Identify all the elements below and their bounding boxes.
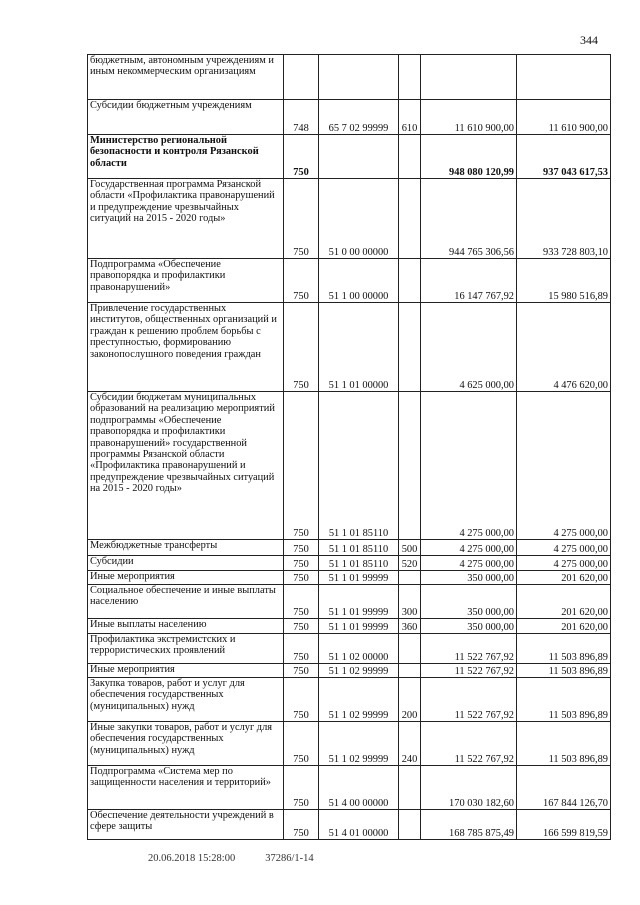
cell-kvr: 360 [399, 619, 421, 634]
cell-s2: 933 728 803,10 [517, 179, 611, 259]
cell-kcs [319, 135, 399, 179]
cell-kvr [399, 571, 421, 585]
cell-ved: 750 [284, 179, 319, 259]
cell-kcs: 51 0 00 00000 [319, 179, 399, 259]
cell-ved: 750 [284, 135, 319, 179]
table-row [88, 571, 611, 585]
cell-name: Иные мероприятия [88, 664, 284, 678]
cell-s2: 4 476 620,00 [517, 303, 611, 392]
cell-kcs: 65 7 02 99999 [319, 100, 399, 135]
cell-ved: 750 [284, 810, 319, 840]
cell-ved: 750 [284, 664, 319, 678]
cell-kcs: 51 1 00 00000 [319, 259, 399, 303]
cell-s1: 4 625 000,00 [421, 303, 517, 392]
cell-s1: 170 030 182,60 [421, 766, 517, 810]
cell-name: Привлечение государственных институтов, общественных организаций и граждан к решению проблем борьбы с преступностью, формированию законопослушного поведения граждан [88, 303, 284, 392]
table-row [88, 135, 611, 179]
cell-s2: 4 275 000,00 [517, 556, 611, 571]
table-row [88, 303, 611, 392]
page-number: 344 [580, 33, 598, 47]
cell-kcs: 51 4 00 00000 [319, 766, 399, 810]
cell-kcs: 51 1 01 99999 [319, 585, 399, 619]
cell-kvr [399, 179, 421, 259]
cell-kvr [399, 392, 421, 540]
cell-name: Иные выплаты населению [88, 619, 284, 634]
table-row [88, 259, 611, 303]
cell-kcs: 51 1 02 99999 [319, 678, 399, 722]
cell-s1: 4 275 000,00 [421, 556, 517, 571]
footer-doc-id: 37286/1-14 [265, 853, 314, 864]
cell-ved: 750 [284, 722, 319, 766]
table-row [88, 55, 611, 100]
cell-name: Иные закупки товаров, работ и услуг для обеспечения государственных (муниципальных) нужд [88, 722, 284, 766]
cell-s2: 4 275 000,00 [517, 392, 611, 540]
cell-kvr: 610 [399, 100, 421, 135]
cell-name: Министерство региональной безопасности и контроля Рязанской области [88, 135, 284, 179]
cell-name: Государственная программа Рязанской области «Профилактика правонарушений и предупреждение чрезвычайных ситуаций на 2015 - 2020 годы» [88, 179, 284, 259]
cell-s2: 201 620,00 [517, 585, 611, 619]
cell-kvr [399, 664, 421, 678]
cell-name: Подпрограмма «Обеспечение правопорядка и профилактики правонарушений» [88, 259, 284, 303]
cell-kvr [399, 55, 421, 100]
cell-s2: 201 620,00 [517, 571, 611, 585]
cell-s2: 11 503 896,89 [517, 634, 611, 664]
cell-s1: 4 275 000,00 [421, 392, 517, 540]
cell-ved [284, 55, 319, 100]
cell-s1: 11 522 767,92 [421, 722, 517, 766]
cell-name: Иные мероприятия [88, 571, 284, 585]
cell-name: Субсидии бюджетам муниципальных образований на реализацию мероприятий подпрограммы «Обеспечение правопорядка и профилактики правонарушений» государственной программы Рязанской области «Профилактика правонарушений и предупреждение чрезвычайных ситуаций на 2015 - 2020 годы» [88, 392, 284, 540]
cell-s2: 11 503 896,89 [517, 722, 611, 766]
table-row [88, 585, 611, 619]
table-row [88, 810, 611, 840]
cell-kvr [399, 810, 421, 840]
cell-ved: 750 [284, 540, 319, 556]
cell-s2: 4 275 000,00 [517, 540, 611, 556]
table-row [88, 664, 611, 678]
cell-ved: 750 [284, 259, 319, 303]
cell-ved: 750 [284, 634, 319, 664]
cell-ved: 748 [284, 100, 319, 135]
cell-kvr [399, 766, 421, 810]
table-row [88, 619, 611, 634]
cell-ved: 750 [284, 619, 319, 634]
cell-name: Закупка товаров, работ и услуг для обеспечения государственных (муниципальных) нужд [88, 678, 284, 722]
table-row [88, 766, 611, 810]
cell-ved: 750 [284, 392, 319, 540]
cell-kvr: 200 [399, 678, 421, 722]
cell-kvr [399, 303, 421, 392]
table-row [88, 392, 611, 540]
cell-name: Социальное обеспечение и иные выплаты населению [88, 585, 284, 619]
cell-kvr: 520 [399, 556, 421, 571]
cell-s1: 11 610 900,00 [421, 100, 517, 135]
cell-s1: 16 147 767,92 [421, 259, 517, 303]
cell-s2: 11 610 900,00 [517, 100, 611, 135]
cell-s1: 350 000,00 [421, 619, 517, 634]
cell-kcs: 51 1 01 85110 [319, 540, 399, 556]
cell-kcs: 51 1 01 00000 [319, 303, 399, 392]
cell-kcs: 51 1 01 85110 [319, 392, 399, 540]
cell-ved: 750 [284, 766, 319, 810]
footer-datetime: 20.06.2018 15:28:00 [148, 853, 236, 864]
cell-name: Субсидии бюджетным учреждениям [88, 100, 284, 135]
cell-kcs: 51 1 02 99999 [319, 664, 399, 678]
table-row [88, 678, 611, 722]
cell-ved: 750 [284, 678, 319, 722]
cell-name: Субсидии [88, 556, 284, 571]
table-row [88, 634, 611, 664]
cell-kcs: 51 4 01 00000 [319, 810, 399, 840]
cell-s2: 937 043 617,53 [517, 135, 611, 179]
cell-s1: 11 522 767,92 [421, 634, 517, 664]
cell-s1: 4 275 000,00 [421, 540, 517, 556]
table-row [88, 540, 611, 556]
table-row [88, 100, 611, 135]
table-row [88, 722, 611, 766]
cell-s1: 350 000,00 [421, 585, 517, 619]
cell-name: Межбюджетные трансферты [88, 540, 284, 556]
budget-table [87, 54, 610, 840]
cell-s2: 167 844 126,70 [517, 766, 611, 810]
cell-kcs: 51 1 01 85110 [319, 556, 399, 571]
cell-kcs: 51 1 02 00000 [319, 634, 399, 664]
table-row [88, 179, 611, 259]
cell-s1: 948 080 120,99 [421, 135, 517, 179]
cell-s2: 166 599 819,59 [517, 810, 611, 840]
cell-s2: 15 980 516,89 [517, 259, 611, 303]
budget-table-body [88, 55, 611, 840]
cell-s2: 201 620,00 [517, 619, 611, 634]
cell-kcs: 51 1 01 99999 [319, 619, 399, 634]
cell-s1: 11 522 767,92 [421, 664, 517, 678]
cell-kvr [399, 634, 421, 664]
cell-name: бюджетным, автономным учреждениям и иным некоммерческим организациям [88, 55, 284, 100]
cell-s1: 168 785 875,49 [421, 810, 517, 840]
cell-kvr: 240 [399, 722, 421, 766]
cell-ved: 750 [284, 303, 319, 392]
cell-s2: 11 503 896,89 [517, 664, 611, 678]
table-row [88, 556, 611, 571]
cell-s2 [517, 55, 611, 100]
cell-name: Профилактика экстремистских и террористических проявлений [88, 634, 284, 664]
cell-s1: 11 522 767,92 [421, 678, 517, 722]
cell-kvr [399, 259, 421, 303]
cell-kvr: 300 [399, 585, 421, 619]
cell-s2: 11 503 896,89 [517, 678, 611, 722]
cell-kvr [399, 135, 421, 179]
cell-ved: 750 [284, 556, 319, 571]
footer [148, 853, 314, 864]
cell-kcs: 51 1 01 99999 [319, 571, 399, 585]
cell-name: Обеспечение деятельности учреждений в сфере защиты [88, 810, 284, 840]
cell-kvr: 500 [399, 540, 421, 556]
cell-s1 [421, 55, 517, 100]
cell-kcs [319, 55, 399, 100]
cell-s1: 350 000,00 [421, 571, 517, 585]
cell-ved: 750 [284, 571, 319, 585]
cell-s1: 944 765 306,56 [421, 179, 517, 259]
cell-name: Подпрограмма «Система мер по защищенности населения и территорий» [88, 766, 284, 810]
cell-kcs: 51 1 02 99999 [319, 722, 399, 766]
cell-ved: 750 [284, 585, 319, 619]
